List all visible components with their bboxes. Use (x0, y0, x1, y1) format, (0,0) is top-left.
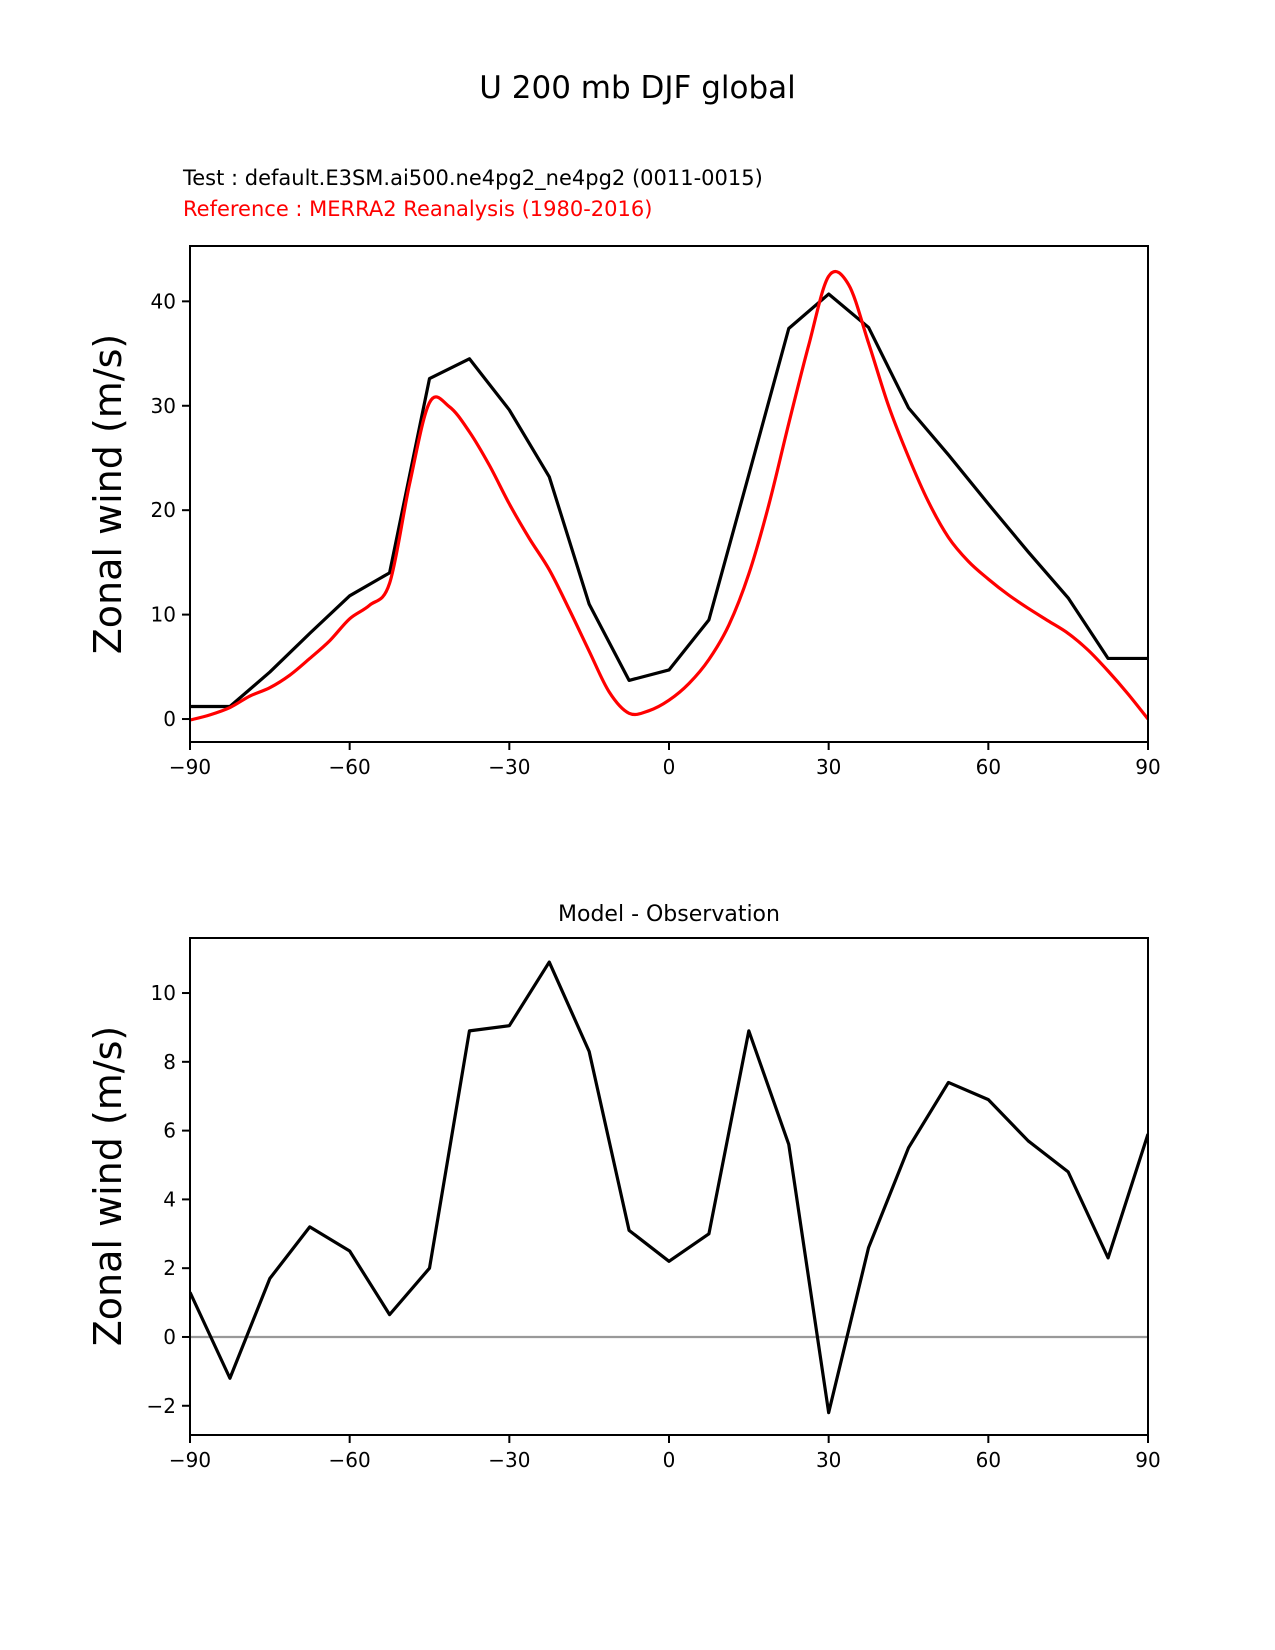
x-tick-label: 90 (1135, 755, 1161, 779)
y-tick-label: 6 (163, 1118, 176, 1143)
y-tick-label: 20 (150, 498, 176, 523)
y-tick-label: 8 (163, 1049, 176, 1074)
x-tick-label: −30 (488, 755, 531, 779)
y-tick-label: 0 (163, 707, 176, 732)
main-chart-ylabel: Zonal wind (m/s) (86, 333, 130, 655)
main-series-1-line (190, 271, 1148, 720)
figure-title: U 200 mb DJF global (479, 70, 796, 106)
diff-series-0-line (190, 962, 1148, 1413)
x-tick-label: −30 (488, 1448, 531, 1472)
y-tick-label: −2 (146, 1393, 176, 1418)
x-tick-label: −60 (328, 1448, 371, 1472)
x-tick-label: −60 (328, 755, 371, 779)
test-series-label: Test : default.E3SM.ai500.ne4pg2_ne4pg2 (0011-0015) (183, 166, 763, 190)
diff-axes-frame (190, 938, 1148, 1435)
diff-chart (147, 938, 1161, 1472)
x-tick-label: −90 (168, 1448, 212, 1472)
y-tick-label: 10 (150, 602, 176, 627)
x-tick-label: 0 (662, 755, 676, 779)
main-series-0-line (190, 294, 1148, 706)
reference-series-label: Reference : MERRA2 Reanalysis (1980-2016) (183, 197, 653, 221)
y-tick-label: 4 (163, 1187, 176, 1212)
y-tick-label: 30 (150, 393, 176, 418)
diff-chart-ylabel: Zonal wind (m/s) (86, 1025, 130, 1347)
x-tick-label: −90 (168, 755, 212, 779)
x-tick-label: 60 (975, 755, 1002, 779)
y-tick-label: 0 (163, 1324, 176, 1349)
y-tick-label: 2 (163, 1256, 176, 1281)
diff-chart-title: Model - Observation (558, 902, 780, 927)
x-tick-label: 30 (815, 755, 842, 779)
main-chart (151, 246, 1161, 779)
x-tick-label: 90 (1135, 1448, 1161, 1472)
y-tick-label: 10 (150, 981, 176, 1006)
x-tick-label: 0 (662, 1448, 676, 1472)
x-tick-label: 60 (975, 1448, 1002, 1472)
x-tick-label: 30 (815, 1448, 842, 1472)
y-tick-label: 40 (150, 289, 176, 314)
